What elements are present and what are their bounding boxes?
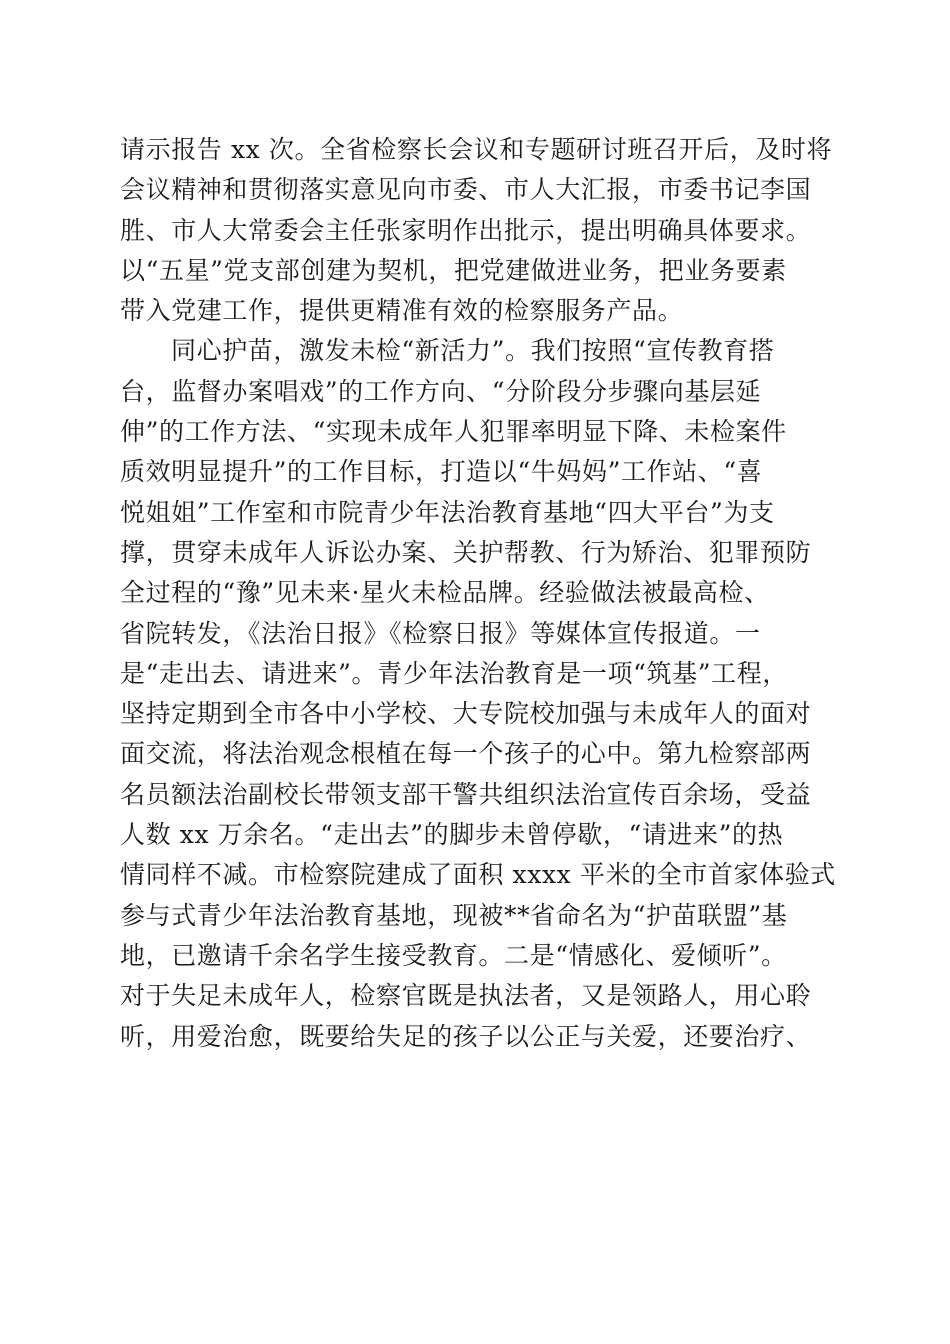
text-line: 参与式青少年法治教育基地，现被**省命名为“护苗联盟”基 (120, 900, 788, 930)
text-line: 地，已邀请千余名学生接受教育。二是“情感化、爱倾听”。 (120, 940, 787, 970)
text-line: 名员额法治副校长带领支部干警共组织法治宣传百余场，受益 (120, 779, 812, 809)
text-line: 坚持定期到全市各中小学校、大专院校加强与未成年人的面对 (120, 699, 812, 729)
text-line: 全过程的“豫”见未来·星火未检品牌。经验做法被最高检、 (120, 578, 770, 608)
text-line: 听，用爱治愈，既要给失足的孩子以公正与关爱，还要治疗、 (120, 1021, 812, 1051)
text-line: 是“走出去、请进来”。青少年法治教育是一项“筑基”工程， (120, 658, 788, 688)
text-line: 撑，贯穿未成年人诉讼办案、关护帮教、行为矫治、犯罪预防 (120, 537, 812, 567)
text-line: 情同样不减。市检察院建成了面积 xxxx 平米的全市首家体验式 (120, 860, 836, 890)
text-line: 以“五星”党支部创建为契机，把党建做进业务，把业务要素 (120, 255, 787, 285)
paragraph-first-line: 同心护苗，激发未检“新活力”。我们按照“宣传教育搭 (171, 336, 775, 366)
body-text (120, 130, 850, 1057)
text-line: 会议精神和贯彻落实意见向市委、市人大汇报，市委书记李国 (120, 175, 812, 205)
text-line: 台，监督办案唱戏”的工作方向、“分阶段分步骤向基层延 (120, 376, 762, 406)
text-line: 胜、市人大常委会主任张家明作出批示，提出明确具体要求。 (120, 215, 812, 245)
text-line: 对于失足未成年人，检察官既是执法者，又是领路人，用心聆 (120, 981, 812, 1011)
text-line: 质效明显提升”的工作目标，打造以“牛妈妈”工作站、“喜 (120, 457, 763, 487)
text-line: 人数 xx 万余名。“走出去”的脚步未曾停歇，“请进来”的热 (120, 820, 784, 850)
text-line: 省院转发，《法治日报》《检察日报》等媒体宣传报道。一 (120, 618, 761, 648)
text-line: 悦姐姐”工作室和市院青少年法治教育基地“四大平台”为支 (120, 497, 775, 527)
text-line: 面交流，将法治观念根植在每一个孩子的心中。第九检察部两 (120, 739, 812, 769)
text-line: 伸”的工作方法、“实现未成年人犯罪率明显下降、未检案件 (120, 417, 787, 447)
text-line: 请示报告 xx 次。全省检察长会议和专题研讨班召开后，及时将 (120, 135, 833, 164)
text-line: 带入党建工作，提供更精准有效的检察服务产品。 (120, 296, 684, 326)
